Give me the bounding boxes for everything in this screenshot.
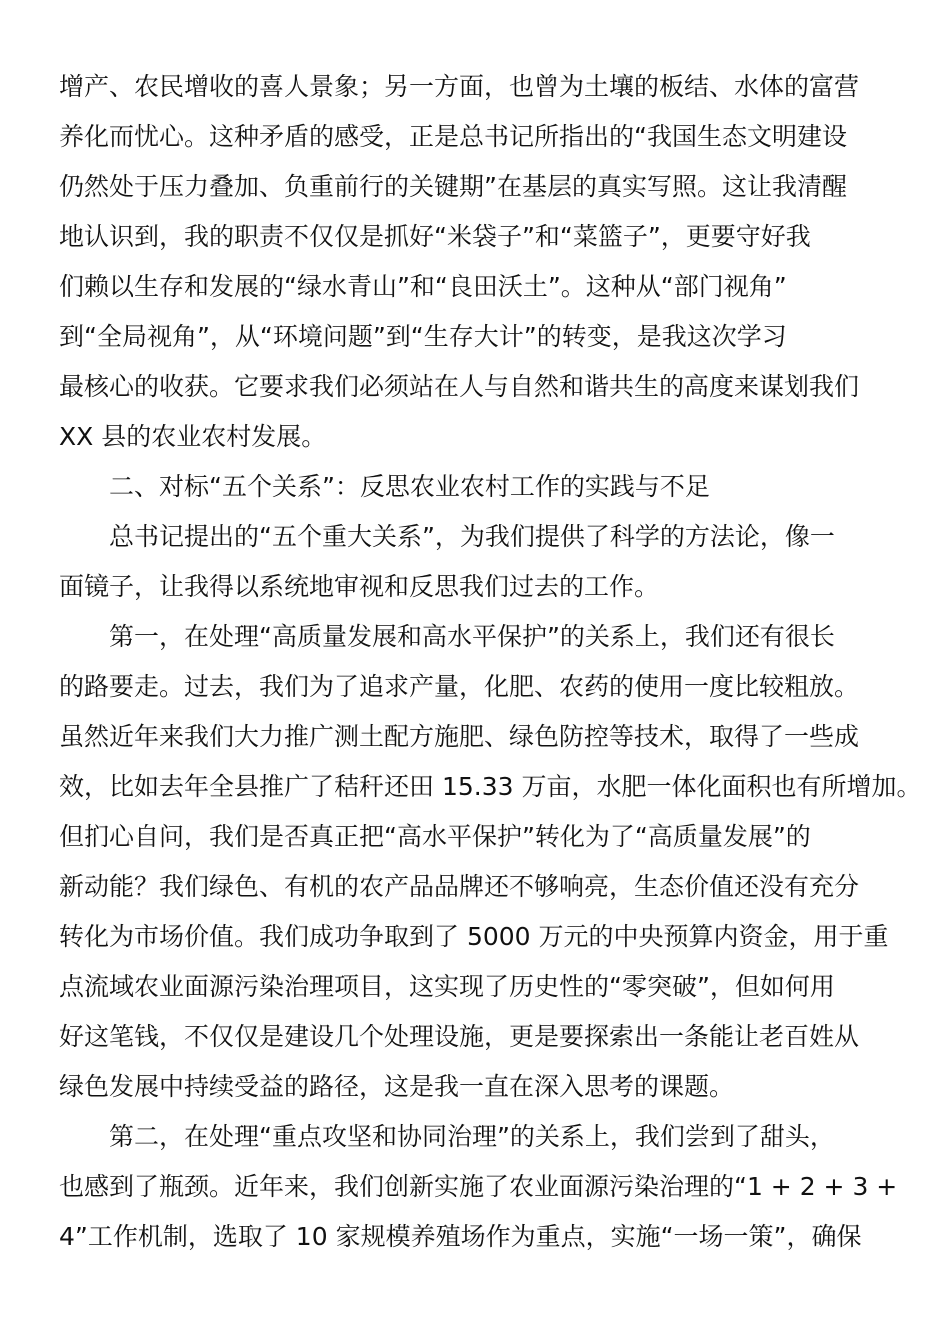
text-line: 最核心的收获。它要求我们必须站在人与自然和谐共生的高度来谋划我们: [59, 372, 860, 401]
text-line: 面镜子，让我得以系统地审视和反思我们过去的工作。: [59, 572, 660, 601]
text-line: 们赖以生存和发展的“绿水青山”和“良田沃土”。这种从“部门视角”: [59, 272, 787, 301]
text-line: 到“全局视角”，从“环境问题”到“生存大计”的转变，是我这次学习: [59, 322, 787, 351]
text-line: 地认识到，我的职责不仅仅是抓好“米袋子”和“菜篮子”，更要守好我: [59, 222, 811, 251]
text-line: 虽然近年来我们大力推广测土配方施肥、绿色防控等技术，取得了一些成: [59, 722, 860, 751]
text-line: 4”工作机制，选取了 10 家规模养殖场作为重点，实施“一场一策”，确保: [59, 1222, 862, 1251]
text-line: 转化为市场价值。我们成功争取到了 5000 万元的中央预算内资金，用于重: [59, 922, 889, 951]
text-line: 绿色发展中持续受益的路径，这是我一直在深入思考的课题。: [59, 1072, 735, 1101]
text-line: 养化而忧心。这种矛盾的感受，正是总书记所指出的“我国生态文明建设: [59, 122, 847, 151]
text-line: 点流域农业面源污染治理项目，这实现了历史性的“零突破”，但如何用: [59, 972, 835, 1001]
text-line: 效，比如去年全县推广了秸秆还田 15.33 万亩，水肥一体化面积也有所增加。: [59, 772, 922, 801]
text-line: XX 县的农业农村发展。: [59, 422, 327, 451]
text-line: 增产、农民增收的喜人景象；另一方面，也曾为土壤的板结、水体的富营: [59, 72, 860, 101]
text-line: 也感到了瓶颈。近年来，我们创新实施了农业面源污染治理的“1 + 2 + 3 +: [59, 1172, 898, 1201]
text-line: 总书记提出的“五个重大关系”，为我们提供了科学的方法论，像一: [109, 522, 835, 551]
text-line: 新动能？我们绿色、有机的农产品品牌还不够响亮，生态价值还没有充分: [59, 872, 860, 901]
text-line: 第二，在处理“重点攻坚和协同治理”的关系上，我们尝到了甜头，: [109, 1122, 835, 1151]
text-line: 第一，在处理“高质量发展和高水平保护”的关系上，我们还有很长: [109, 622, 835, 651]
section-heading: 二、对标“五个关系”：反思农业农村工作的实践与不足: [109, 472, 710, 501]
text-line: 但扪心自问，我们是否真正把“高水平保护”转化为了“高质量发展”的: [59, 822, 811, 851]
text-line: 仍然处于压力叠加、负重前行的关键期”在基层的真实写照。这让我清醒: [59, 172, 847, 201]
text-line: 好这笔钱，不仅仅是建设几个处理设施，更是要探索出一条能让老百姓从: [59, 1022, 860, 1051]
text-line: 的路要走。过去，我们为了追求产量，化肥、农药的使用一度比较粗放。: [59, 672, 860, 701]
